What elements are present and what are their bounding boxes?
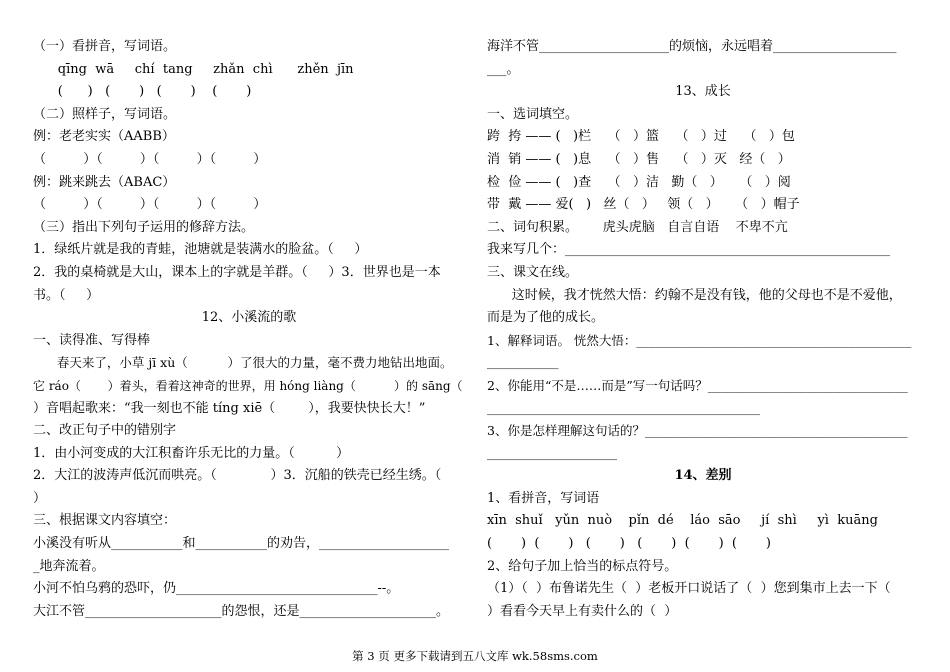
lesson-title: 13、成长	[675, 84, 731, 100]
passage-line: 这时候，我才恍然大悟：约翰不是没有钱，他的父母也不是不爱他，	[487, 287, 902, 303]
passage-line: 它 ráo（ ）着头，看着这神奇的世界，用 hóng liàng（ ）的 sāng（	[33, 378, 463, 393]
word-choice-row: 消 销 —— ( )息 （ ）售 （ ）灭 经（ ）	[487, 151, 791, 167]
answer-blanks: ( ) ( ) ( ) ( )	[33, 84, 252, 100]
fill-in-line: 我来写几个：__________________________________________________	[487, 242, 891, 258]
question-line: （1）（ ）布鲁诺先生（ ）老板开口说话了（ ）您到集市上去一下（	[487, 581, 891, 597]
question-line: 3、你是怎样理解这句话的？__________________________________________	[487, 423, 908, 439]
fill-in-line: 小溪没有听从___________和___________的劝告，____________________	[33, 536, 450, 552]
question-line: ）	[33, 490, 47, 506]
question-line: ___________	[487, 355, 559, 371]
section-heading: 1、看拼音，写词语	[487, 490, 600, 506]
fill-in-line: 大江不管_____________________的怨恨，还是_____________________。	[33, 603, 450, 619]
section-heading: 一、选词填空。	[487, 106, 579, 122]
section-heading: （三）指出下列句子运用的修辞方法。	[33, 219, 255, 235]
answer-blanks: （ ）（ ）（ ）（ ）	[33, 197, 267, 213]
section-heading: （二）照样子，写词语。	[33, 106, 177, 122]
question-line: 书。（ ）	[33, 287, 100, 303]
fill-in-line: 海洋不管____________________的烦恼，永远唱着___________________	[487, 39, 897, 54]
lesson-title: 14、差别	[674, 468, 732, 484]
left-column	[33, 36, 465, 623]
question-line: 2、你能用“不是……而是”写一句话吗？________________________________	[487, 377, 908, 393]
right-column	[487, 36, 919, 623]
word-choice-row: 跨 挎 —— ( )栏 （ ）篮 （ ）过 （ ）包	[487, 129, 795, 145]
answer-blanks: （ ）（ ）（ ）（ ）	[33, 151, 267, 167]
question-line: ）看看今天早上有卖什么的（ ）	[487, 603, 678, 619]
section-heading: 三、课文在线。	[487, 264, 579, 280]
word-choice-row: 带 戴 —— 爱( ) 丝（ ） 领（ ） （ ）帽子	[487, 197, 800, 213]
section-heading: 一、读得准、写得棒	[33, 332, 151, 348]
pinyin-line: xīn shuǐ yǔn nuò pǐn dé láo sāo jí shì yì kuāng	[487, 513, 878, 529]
answer-blanks: ( ) ( ) ( ) ( ) ( ) ( )	[487, 536, 772, 552]
lesson-title: 12、小溪流的歌	[201, 310, 297, 326]
fill-in-line: _地奔流着。	[33, 558, 105, 574]
example-line: 例：老老实实（AABB）	[33, 129, 175, 145]
passage-line: 而是为了他的成长。	[487, 310, 605, 326]
word-choice-row: 检 俭 —— ( )查 （ ）洁 勤（ ） （ ）阅	[487, 174, 791, 190]
page-footer: 第 3 页 更多下载请到五八文库 wk.58sms.com	[352, 649, 598, 663]
question-line: 1、解释词语。 恍然大悟：____________________________________________	[487, 332, 912, 348]
pinyin-line: qīng wā chí tang zhǎn chì zhěn jīn	[33, 61, 354, 77]
question-line: 1．由小河变成的大江积畜许乐无比的力量。（ ）	[33, 445, 350, 461]
fill-in-line: 小河不怕乌鸦的恐吓，仍_______________________________--。	[33, 581, 400, 597]
section-heading: （一）看拼音，写词语。	[33, 39, 177, 54]
passage-line: ）音唱起歌来：“我一刻也不能 tíng xiē（ ），我要快快长大！”	[33, 400, 426, 416]
section-heading: 二、词句积累。 虎头虎脑 自言自语 不卑不亢	[487, 219, 788, 235]
fill-in-line: ___。	[487, 61, 520, 77]
question-line: __________________________________________	[487, 400, 760, 416]
section-heading: 三、根据课文内容填空：	[33, 513, 177, 529]
question-line: 2．大江的波涛声低沉而哄亮。（ ）3．沉船的铁壳已经生绣。（	[33, 468, 442, 484]
question-line: ____________________	[487, 445, 617, 461]
question-line: 2．我的桌椅就是大山，课本上的字就是羊群。（ ）3．世界也是一本	[33, 264, 441, 280]
section-heading: 二、改正句子中的错别字	[33, 423, 177, 439]
example-line: 例：跳来跳去（ABAC）	[33, 174, 176, 190]
passage-line: 春天来了，小草 jī xù（ ）了很大的力量，毫不费力地钻出地面。	[33, 355, 453, 371]
section-heading: 2、给句子加上恰当的标点符号。	[487, 558, 678, 574]
question-line: 1．绿纸片就是我的青蛙，池塘就是装满水的脸盆。（ ）	[33, 242, 368, 258]
